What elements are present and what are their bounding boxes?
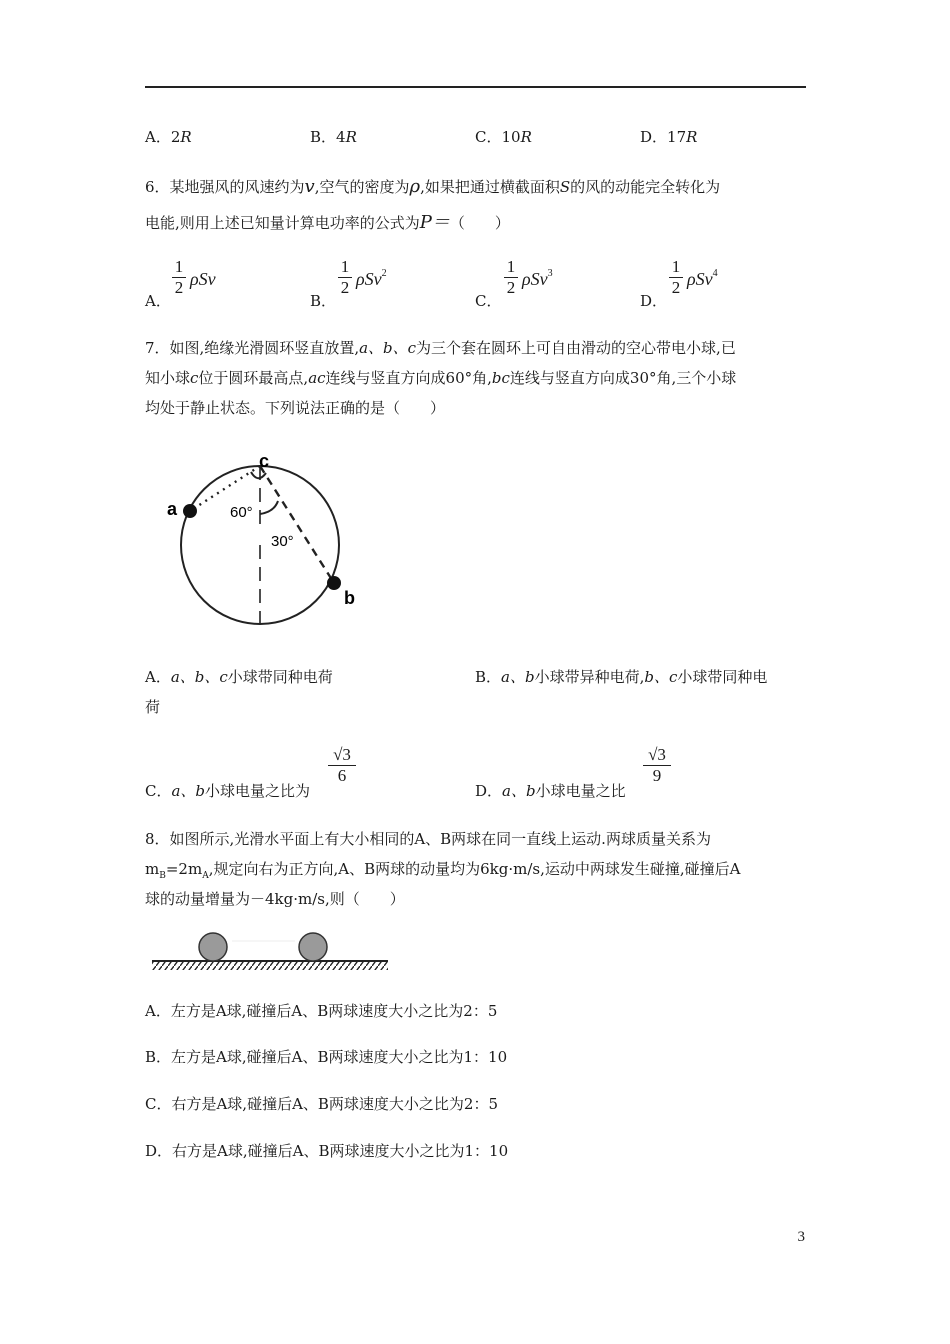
q6-stem-line2: 电能,则用上述已知量计算电功率的公式为P＝（ ） [145,212,510,233]
q7-option-c-fraction: √3 6 [328,746,356,785]
q6-option-a-expr: ρSv [190,269,216,289]
q7-stem-line1: 7．如图,绝缘光滑圆环竖直放置,a、b、c为三个套在圆环上可自由滑动的空心带电小球,已 [145,339,736,357]
q6-option-c-label: C． [475,292,502,310]
q8-stem-line3: 球的动量增量为－4kg·m/s,则（ ） [145,890,405,908]
q7-stem-line2: 知小球c位于圆环最高点,ac连线与竖直方向成60°角,bc连线与竖直方向成30°角,三个小球 [145,369,737,387]
q7-option-d-fraction: √3 9 [643,746,671,785]
q8-option-a: A．左方是A球,碰撞后A、B两球速度大小之比为2：5 [145,1002,498,1020]
page-number: 3 [797,1229,805,1245]
angle-label-30: 30° [271,533,294,550]
q7-option-a: A．a、b、c小球带同种电荷 [145,668,333,686]
q8-option-d: D．右方是A球,碰撞后A、B两球速度大小之比为1：10 [145,1142,509,1160]
floor-hatch [152,962,388,970]
q6-option-b-expr: ρSv$^2$ [356,268,387,289]
q6-option-b-fraction: 1 2 [338,258,352,297]
q7-option-b: B．a、b小球带异种电荷,b、c小球带同种电 [475,668,768,686]
ball-left [199,933,227,961]
q7-stem-line3: 均处于静止状态。下列说法正确的是（ ） [145,399,446,417]
q7-option-b-wrap: 荷 [145,698,161,716]
ball-b [327,576,341,590]
q6-option-a-fraction: 1 2 [172,258,186,297]
header-rule [145,86,806,88]
q6-stem-line1: 6．某地强风的风速约为v,空气的密度为ρ,如果把通过横截面积S的风的动能完全转化为 [145,176,721,197]
ball-a [183,504,197,518]
q8-balls-figure [150,926,392,974]
q7-ring-figure [150,445,380,645]
ball-right [299,933,327,961]
label-a: a [167,499,178,519]
angle-arc-30 [260,501,278,514]
q8-stem-line2: $m_B=2m_A$,规定向右为正方向,A、B两球的动量均为6kg·m/s,运动中两球发生碰撞,碰撞后A [145,860,741,881]
label-b: b [344,588,355,608]
q8-option-b: B．左方是A球,碰撞后A、B两球速度大小之比为1：10 [145,1048,508,1066]
q5-option-a: A．2R [145,128,192,146]
q6-option-d-label: D． [640,292,668,310]
label-c: c [259,451,270,471]
q6-option-c-fraction: 1 2 [504,258,518,297]
q6-option-d-fraction: 1 2 [669,258,683,297]
q7-option-c: C．a、b小球电量之比为 [145,782,311,800]
bc-dashed-line [260,466,334,583]
q6-option-d-expr: ρSv$^4$ [687,268,718,289]
q5-option-b: B．4R [310,128,357,146]
q6-option-b-label: B． [310,292,337,310]
q6-option-c-expr: ρSv$^3$ [522,268,553,289]
angle-label-60: 60° [230,504,253,521]
q8-option-c: C．右方是A球,碰撞后A、B两球速度大小之比为2：5 [145,1095,499,1113]
q7-option-d: D．a、b小球电量之比 [475,782,626,800]
q8-stem-line1: 8．如图所示,光滑水平面上有大小相同的A、B两球在同一直线上运动.两球质量关系为 [145,830,711,848]
q5-option-d: D．17R [640,128,698,146]
q5-option-c: C．10R [475,128,532,146]
q6-option-a-label: A． [145,292,171,310]
